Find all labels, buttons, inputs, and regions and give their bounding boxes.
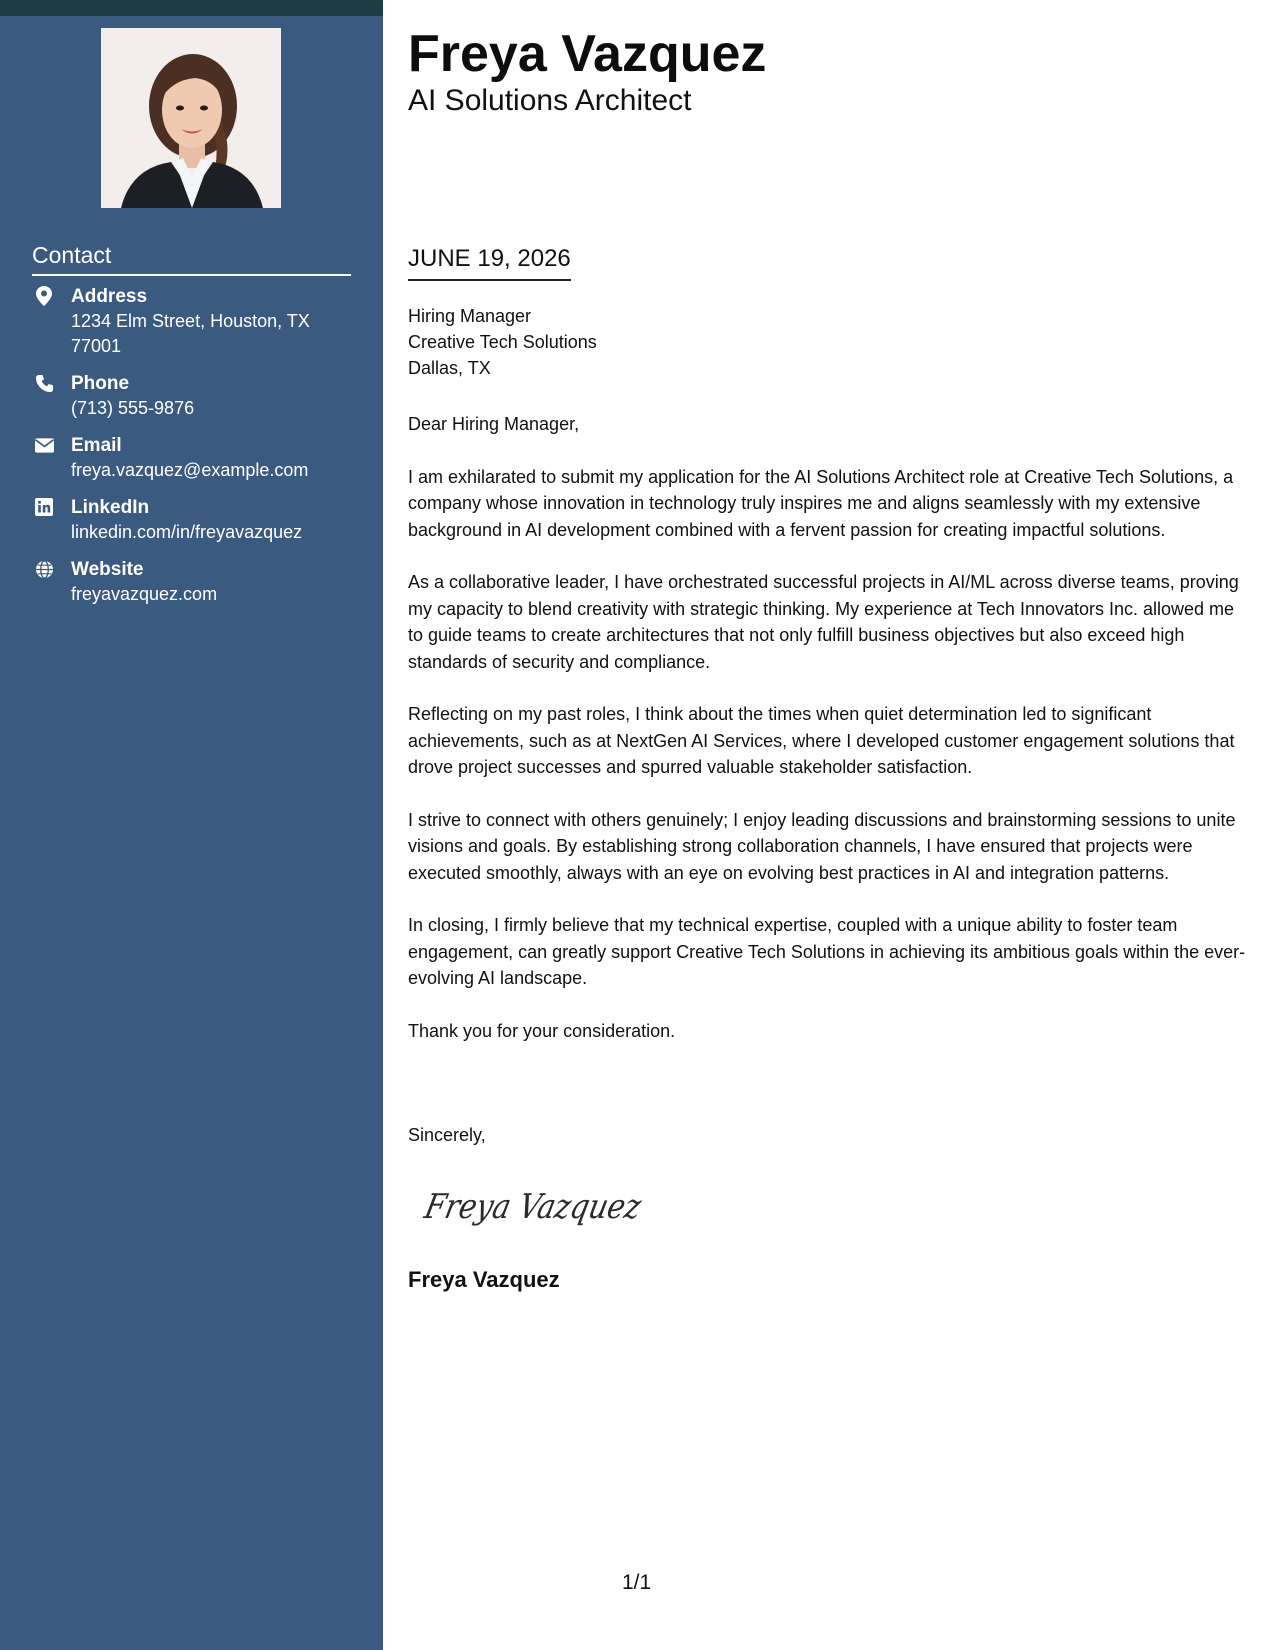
sidebar-top-bar: [0, 0, 383, 16]
map-pin-icon: [34, 286, 54, 306]
letter-date: JUNE 19, 2026: [408, 243, 571, 281]
phone-value: (713) 555-9876: [71, 398, 195, 418]
applicant-name: Freya Vazquez: [408, 25, 767, 83]
contact-label: Email: [71, 435, 122, 456]
signature-image: [421, 1176, 682, 1236]
linkedin-icon: [34, 497, 54, 517]
page-number: 1/1: [622, 1571, 652, 1594]
applicant-role: AI Solutions Architect: [408, 84, 692, 117]
body-paragraph: In closing, I firmly believe that my technical expertise, coupled with a unique ability to foster team engagement, can greatly support Creative Tech Solutions in achieving its ambitious goals within the ever-evolving AI landscape.: [408, 915, 1246, 988]
contact-heading: Contact: [32, 240, 351, 276]
thank-you-line: Thank you for your consideration.: [408, 1020, 676, 1041]
body-paragraph: Reflecting on my past roles, I think about the times when quiet determination led to significant achievements, such as at NextGen AI Services, where I developed customer engagement solutions that drove project successes and spurred valuable stakeholder satisfaction.: [408, 704, 1235, 777]
contact-list: [32, 284, 362, 619]
contact-label: Website: [71, 559, 144, 580]
recipient-block: [408, 303, 597, 381]
phone-icon: [34, 373, 54, 393]
address-value: 1234 Elm Street, Houston, TX 77001: [71, 311, 310, 356]
contact-item-email: [32, 433, 362, 483]
profile-photo: [101, 28, 281, 208]
body-paragraph: I am exhilarated to submit my application for the AI Solutions Architect role at Creative Tech Solutions, a company whose innovation in technology truly inspires me and aligns seamlessly with my extensive background in AI development combined with a fervent passion for creating impactful solutions.: [408, 466, 1234, 540]
svg-text:Freya Vazquez: Freya Vazquez: [421, 1187, 682, 1227]
contact-item-phone: [32, 371, 362, 421]
recipient-company: Creative Tech Solutions: [408, 332, 597, 352]
contact-label: Address: [71, 286, 148, 307]
body-paragraph: As a collaborative leader, I have orchestrated successful projects in AI/ML across diverse teams, proving my capacity to blend creativity with strategic thinking. My experience at Tech Innovators Inc. allowed me to guide teams to create architectures that not only fulfill business objectives but also exceed high standards of security and compliance.: [408, 572, 1239, 672]
contact-item-linkedin: [32, 495, 362, 545]
letter-body: [408, 411, 1253, 1070]
contact-label: Phone: [71, 373, 130, 394]
email-value[interactable]: freya.vazquez@example.com: [71, 460, 309, 480]
salutation: Dear Hiring Manager,: [408, 414, 580, 434]
recipient-location: Dallas, TX: [408, 358, 491, 378]
recipient-title: Hiring Manager: [408, 306, 532, 326]
handwritten-signature: [421, 1176, 682, 1236]
sidebar: [0, 0, 383, 1650]
contact-label: LinkedIn: [71, 497, 150, 518]
linkedin-value[interactable]: linkedin.com/in/freyavazquez: [71, 522, 303, 542]
closing: Sincerely,: [408, 1125, 486, 1145]
contact-item-address: [32, 284, 362, 359]
envelope-icon: [34, 435, 54, 455]
profile-photo-illustration: [101, 28, 281, 208]
website-value[interactable]: freyavazquez.com: [71, 584, 218, 604]
globe-icon: [34, 559, 54, 579]
signed-name: Freya Vazquez: [408, 1267, 560, 1292]
body-paragraph: I strive to connect with others genuinely; I enjoy leading discussions and brainstorming sessions to unite visions and goals. By establishing strong collaboration channels, I have ensured that projects were executed smoothly, always with an eye on evolving best practices in AI and integration patterns.: [408, 809, 1236, 883]
contact-item-website: [32, 557, 362, 607]
